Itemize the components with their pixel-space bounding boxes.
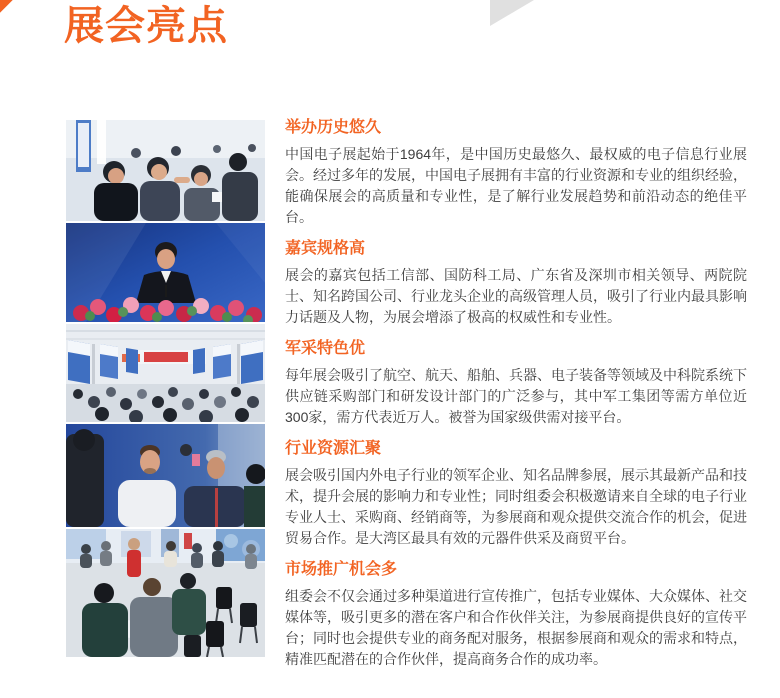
- photo-column: [66, 120, 265, 657]
- section-body: 展会吸引国内外电子行业的领军企业、知名品牌参展，展示其最新产品和技术，提升会展的影响力和专业性；同时组委会积极邀请来自全球的电子行业专业人士、采购商、经销商等，为参展商和观众提供交流合作的机会，促进贸易合作。是大湾区最具有效的元器件供采及商贸平台。: [285, 467, 747, 546]
- section-heading: 军采特色优: [285, 340, 366, 357]
- sections-column: [285, 117, 747, 680]
- highlight-section-marketing: [285, 559, 747, 670]
- speaker-podium-illustration: [66, 223, 265, 322]
- photo-business-matching: [66, 529, 265, 657]
- highlight-section-industry-resources: [285, 438, 747, 549]
- corner-accent-shape: [0, 0, 13, 13]
- section-heading: 嘉宾规格高: [285, 240, 366, 257]
- business-matching-illustration: [66, 529, 265, 657]
- page-title: 展会亮点: [64, 4, 228, 48]
- section-heading: 行业资源汇聚: [285, 440, 382, 457]
- section-heading: 举办历史悠久: [285, 119, 382, 136]
- gray-wedge-decoration: [490, 0, 534, 26]
- photo-exhibition-aisle: [66, 324, 265, 422]
- section-body: 中国电子展起始于1964年，是中国历史最悠久、最权威的电子信息行业展会。经过多年的发展，中国电子展拥有丰富的行业资源和专业的组织经验，能确保展会的高质量和专业性，是了解行业发展趋势和前沿动态的绝佳平台。: [285, 146, 747, 225]
- section-heading: 市场推广机会多: [285, 561, 398, 578]
- highlight-section-guests: [285, 238, 747, 328]
- highlight-section-history: [285, 117, 747, 228]
- photo-speaker-podium: [66, 223, 265, 322]
- exhibition-crowd-illustration: [66, 120, 265, 221]
- section-body: 每年展会吸引了航空、航天、船舶、兵器、电子装备等领域及中科院系统下供应链采购部门和研发设计部门的广泛参与，其中军工集团等需方单位近300家，需方代表近万人。被誉为国家级供需对接平台。: [285, 367, 747, 425]
- highlight-section-military-procurement: [285, 338, 747, 428]
- section-body: 组委会不仅会通过多种渠道进行宣传推广，包括专业媒体、大众媒体、社交媒体等，吸引更多的潜在客户和合作伙伴关注，为参展商提供良好的宣传平台；同时也会提供专业的商务配对服务，根据参展商和观众的需求和特点，精准匹配潜在的合作伙伴，提高商务合作的成功率。: [285, 588, 747, 667]
- section-body: 展会的嘉宾包括工信部、国防科工局、广东省及深圳市相关领导、两院院士、知名跨国公司、行业龙头企业的高级管理人员，吸引了行业内最具影响力话题及人物，为展会增添了极高的权威性和专业性。: [285, 267, 747, 325]
- international-visitors-illustration: [66, 424, 265, 527]
- photo-exhibition-crowd: [66, 120, 265, 221]
- exhibition-aisle-illustration: [66, 324, 265, 422]
- photo-international-visitors: [66, 424, 265, 527]
